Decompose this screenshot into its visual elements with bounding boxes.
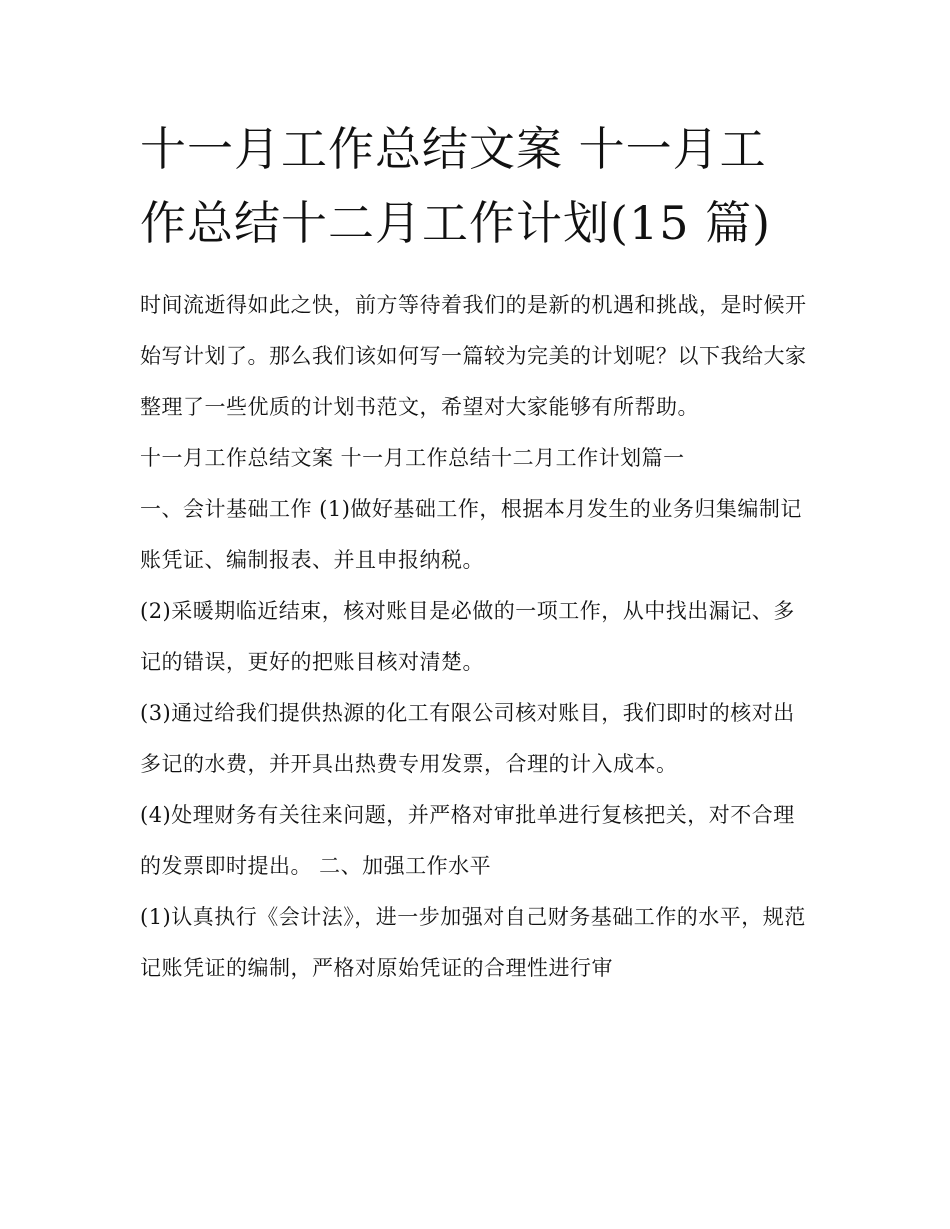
body-paragraph: (3)通过给我们提供热源的化工有限公司核对账目，我们即时的核对出多记的水费，并开具出热费专用发票，合理的计入成本。 bbox=[140, 701, 795, 776]
body-paragraph: (4)处理财务有关往来问题，并严格对审批单进行复核把关，对不合理的发票即时提出。 二、加强工作水平 bbox=[140, 803, 795, 878]
body-paragraph: 一、会计基础工作 (1)做好基础工作，根据本月发生的业务归集编制记账凭证、编制报表、并且申报纳税。 bbox=[140, 497, 802, 572]
section-heading: 十一月工作总结文案 十一月工作总结十二月工作计划篇一 bbox=[140, 446, 685, 470]
body-paragraph: (1)认真执行《会计法》，进一步加强对自己财务基础工作的水平，规范记账凭证的编制，严格对原始凭证的合理性进行审 bbox=[140, 905, 806, 980]
document-title: 十一月工作总结文案 十一月工作总结十二月工作计划(15 篇) bbox=[140, 122, 772, 250]
intro-paragraph: 时间流逝得如此之快，前方等待着我们的是新的机遇和挑战，是时候开始写计划了。那么我们该如何写一篇较为完美的计划呢？以下我给大家整理了一些优质的计划书范文，希望对大家能够有所帮助。 bbox=[140, 293, 807, 419]
body-paragraph: (2)采暖期临近结束，核对账目是必做的一项工作，从中找出漏记、多记的错误，更好的把账目核对清楚。 bbox=[140, 599, 795, 674]
